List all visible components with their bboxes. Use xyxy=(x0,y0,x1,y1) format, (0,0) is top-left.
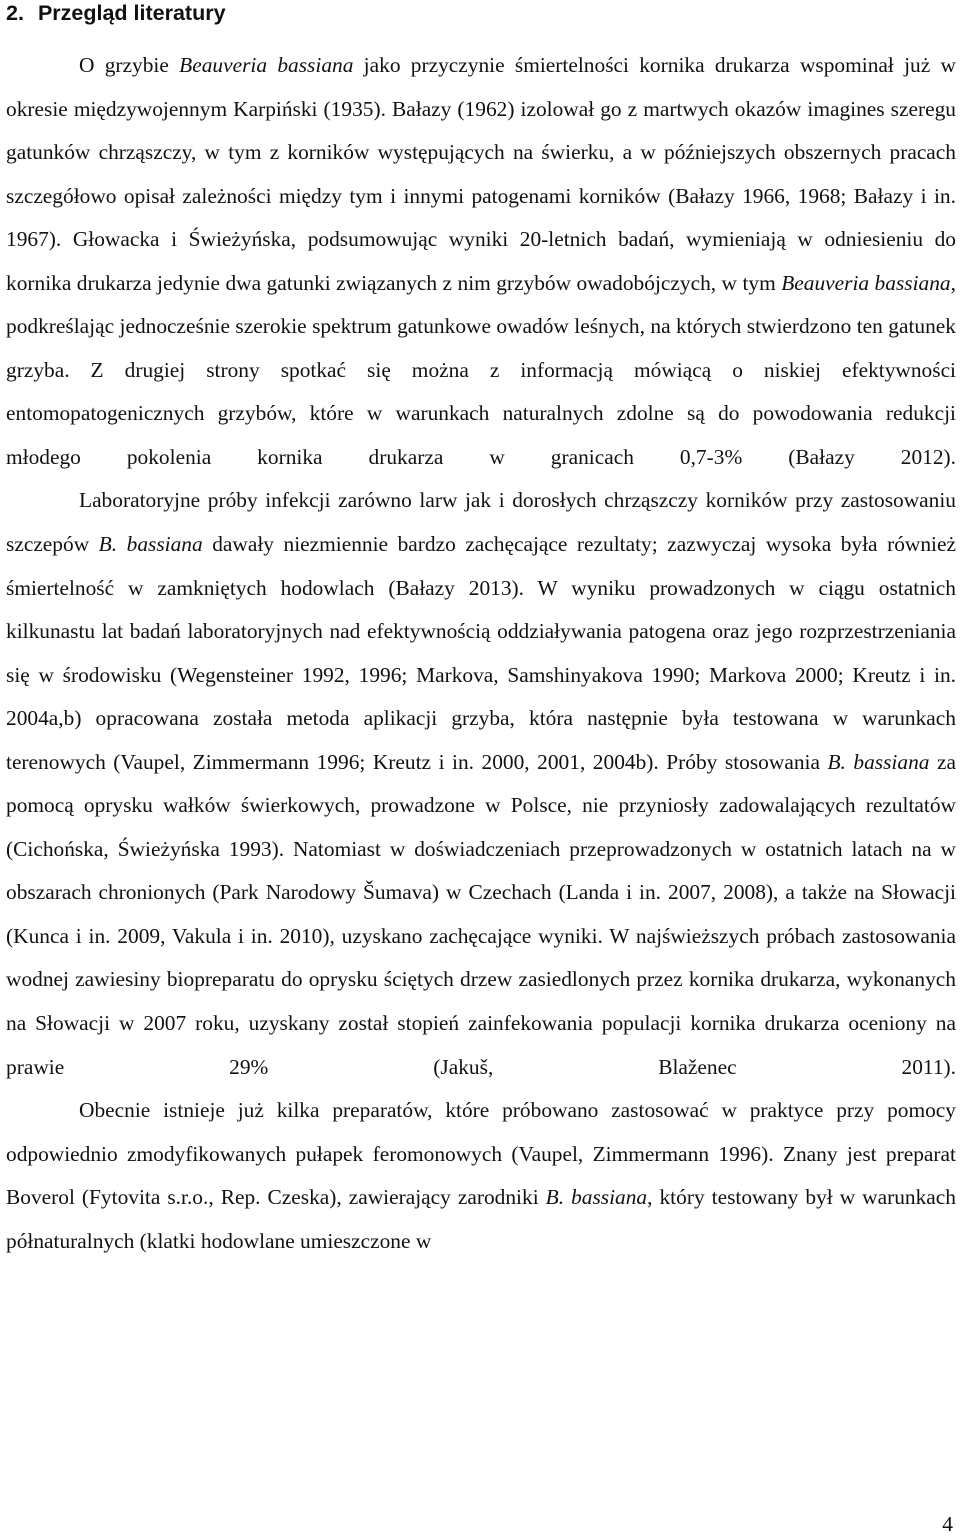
italic-term: Beauveria xyxy=(781,270,870,295)
italic-term: Beauveria bassiana xyxy=(179,53,354,77)
document-body xyxy=(6,44,956,1263)
paragraph-1: O grzybie Beauveria bassiana jako przyczynie śmiertelności kornika drukarza wspominał już w okresie międzywojennym Karpiński (1935). Bałazy (1962) izolował go z martwych okazów imagines szeregu gatunków chrząszczy, w tym z korników występujących na świerku, a w późniejszych obszernych pracach szczegółowo opisał zależności między tym i innymi patogenami korników (Bałazy 1966, 1968; Bałazy i in. 1967). Głowacka i Świeżyńska, podsumowując wyniki 20-letnich badań, wymieniają w odniesieniu do kornika drukarza jedynie dwa gatunki związanych z nim grzybów owadobójczych, w tym Beauveria bassiana, podkreślając jednocześnie szerokie spektrum gatunkowe owadów leśnych, na których stwierdzono ten gatunek grzyba. Z drugiej strony spotkać się można z informacją mówiącą o niskiej efektywności entomopatogenicznych grzybów, które w warunkach naturalnych zdolne są do powodowania redukcji młodego pokolenia kornika drukarza w granicach 0,7-3% (Bałazy 2012). xyxy=(6,53,957,469)
section-heading xyxy=(6,0,226,27)
italic-term: bassiana xyxy=(874,270,951,295)
italic-term: bassiana xyxy=(571,1185,648,1210)
italic-term: B. bassiana xyxy=(98,532,203,557)
italic-term: B. bassiana xyxy=(827,749,930,774)
italic-term: B. xyxy=(545,1185,565,1210)
page-number: 4 xyxy=(942,1512,953,1536)
paragraph-3: Obecnie istnieje już kilka preparatów, które próbowano zastosować w praktyce przy pomocy odpowiednio zmodyfikowanych pułapek feromonowych (Vaupel, Zimmermann 1996). Znany jest preparat Boverol (Fytovita s.r.o., Rep. Czeska), zawierający zarodniki B. bassiana, który testowany był w warunkach półnaturalnych (klatki hodowlane umieszczone w xyxy=(6,1098,956,1253)
section-title: Przegląd literatury xyxy=(37,1,226,25)
section-number: 2. xyxy=(6,1,24,25)
paragraph-2: Laboratoryjne próby infekcji zarówno larw jak i dorosłych chrząszczy korników przy zastosowaniu szczepów B. bassiana dawały niezmiennie bardzo zachęcające rezultaty; zazwyczaj wysoka była również śmiertelność w zamkniętych hodowlach (Bałazy 2013). W wyniku prowadzonych w ciągu ostatnich kilkunastu lat badań laboratoryjnych nad efektywnością oddziaływania patogena oraz jego rozprzestrzeniania się w środowisku (Wegensteiner 1992, 1996; Markova, Samshinyakova 1990; Markova 2000; Kreutz i in. 2004a,b) opracowana została metoda aplikacji grzyba, która następnie była testowana w warunkach terenowych (Vaupel, Zimmermann 1996; Kreutz i in. 2000, 2001, 2004b). Próby stosowania B. bassiana za pomocą oprysku wałków świerkowych, prowadzone w Polsce, nie przyniosły zadowalających rezultatów (Cichońska, Świeżyńska 1993). Natomiast w doświadczeniach przeprowadzonych w ostatnich latach na w obszarach chronionych (Park Narodowy Šumava) w Czechach (Landa i in. 2007, 2008), a także na Słowacji (Kunca i in. 2009, Vakula i in. 2010), uzyskano zachęcające wyniki. W najświeższych próbach zastosowania wodnej zawiesiny biopreparatu do oprysku ściętych drzew zasiedlonych przez kornika drukarza, wykonanych na Słowacji w 2007 roku, uzyskany został stopień zainfekowania populacji kornika drukarza oceniony na prawie 29% (Jakuš, Blaženec 2011). xyxy=(6,488,957,1079)
